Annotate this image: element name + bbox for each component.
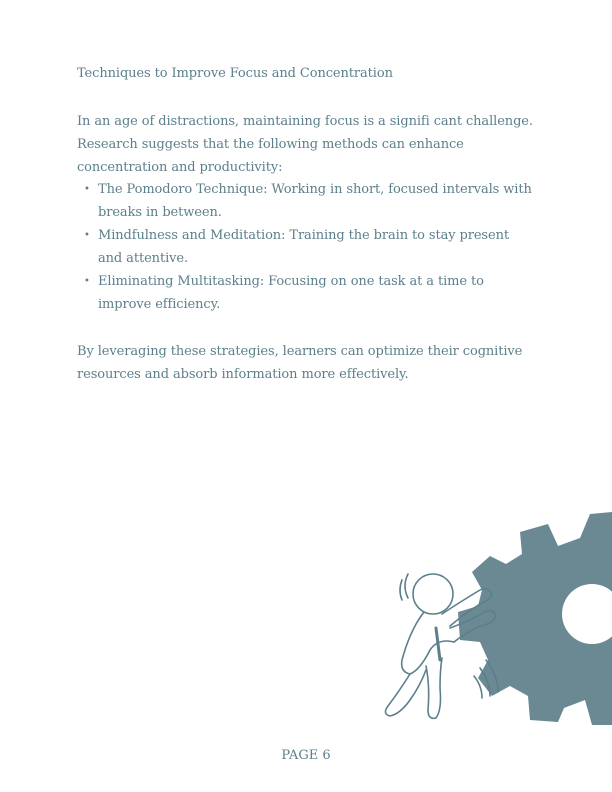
person-pushing-gear-illustration [380, 510, 612, 725]
list-item [77, 178, 537, 224]
methods-list [77, 178, 537, 316]
bullet-icon: • [84, 230, 90, 241]
list-item [77, 224, 537, 270]
bullet-icon: • [84, 184, 90, 195]
intro-paragraph: In an age of distractions, maintaining focus is a signifi cant challenge. Research suggests that the following methods can enhance concentration and productivity: [77, 114, 533, 175]
conclusion-paragraph: By leveraging these strategies, learners can optimize their cognitive resources and absorb information more effectively. [77, 344, 523, 382]
list-item-text: Mindfulness and Meditation: Training the brain to stay present and attentive. [98, 228, 509, 266]
list-item-text: Eliminating Multitasking: Focusing on one task at a time to improve efficiency. [98, 274, 484, 312]
list-item-text: The Pomodoro Technique: Working in short, focused intervals with breaks in between. [98, 182, 532, 220]
bullet-icon: • [84, 276, 90, 287]
list-item [77, 270, 537, 316]
page-number: PAGE 6 [281, 748, 331, 763]
section-heading: Techniques to Improve Focus and Concentration [77, 66, 393, 81]
